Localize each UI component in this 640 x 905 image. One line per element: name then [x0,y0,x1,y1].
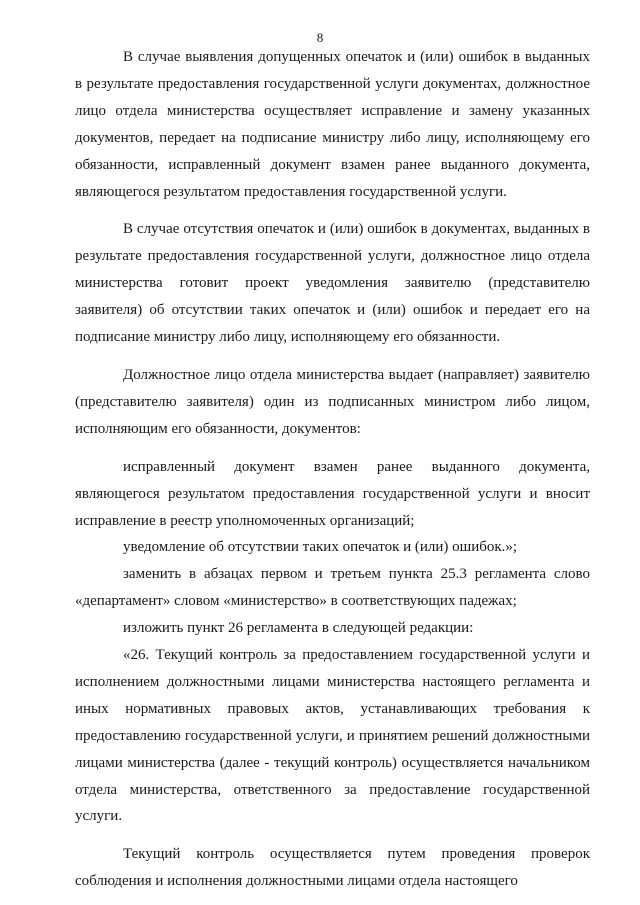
paragraph-control-checks: Текущий контроль осуществляется путем проведения проверок соблюдения и исполнения должностными лицами отдела настоящего [75,846,590,890]
paragraph-point-26-intro: изложить пункт 26 регламента в следующей редакции: [123,620,474,637]
document-body [75,44,590,895]
paragraph-replace-word: заменить в абзацах первом и третьем пункта 25.3 регламента слово «департамент» словом «министерство» в соответствующих падежах; [75,566,590,610]
paragraph-typo-correction: В случае выявления допущенных опечаток и (или) ошибок в выданных в результате предоставления государственной услуги документах, должностное лицо отдела министерства осуществляет исправление и замену указанных документов, передает на подписание министру либо лицу, исполняющему его обязанности, исправленный документ взамен ранее выданного документа, являющегося результатом предоставления государственной услуги. [75,49,590,200]
list-item-notice: уведомление об отсутствии таких опечаток и (или) ошибок.»; [123,539,518,556]
paragraph-issue-documents: Должностное лицо отдела министерства выдает (направляет) заявителю (представителю заявителя) один из подписанных министром либо лицом, исполняющим его обязанности, документов: [75,366,590,437]
page-number: 8 [316,30,324,45]
list-item-corrected-document: исправленный документ взамен ранее выданного документа, являющегося результатом предоставления государственной услуги и вносит исправление в реестр уполномоченных организаций; [75,458,590,529]
paragraph-point-26: «26. Текущий контроль за предоставлением государственной услуги и исполнением должностными лицами министерства настоящего регламента и иных нормативных правовых актов, устанавливающих требования к предоставлению государственной услуги, и принятием решений должностными лицами министерства (далее - текущий контроль) осуществляется начальником отдела министерства, ответственного за предоставление государственной услуги. [75,647,590,825]
paragraph-no-typo-notice: В случае отсутствия опечаток и (или) ошибок в документах, выданных в результате предоставления государственной услуги, должностное лицо отдела министерства готовит проект уведомления заявителю (представителю заявителя) об отсутствии таких опечаток и (или) ошибок и передает его на подписание министру либо лицу, исполняющему его обязанности. [75,221,590,346]
